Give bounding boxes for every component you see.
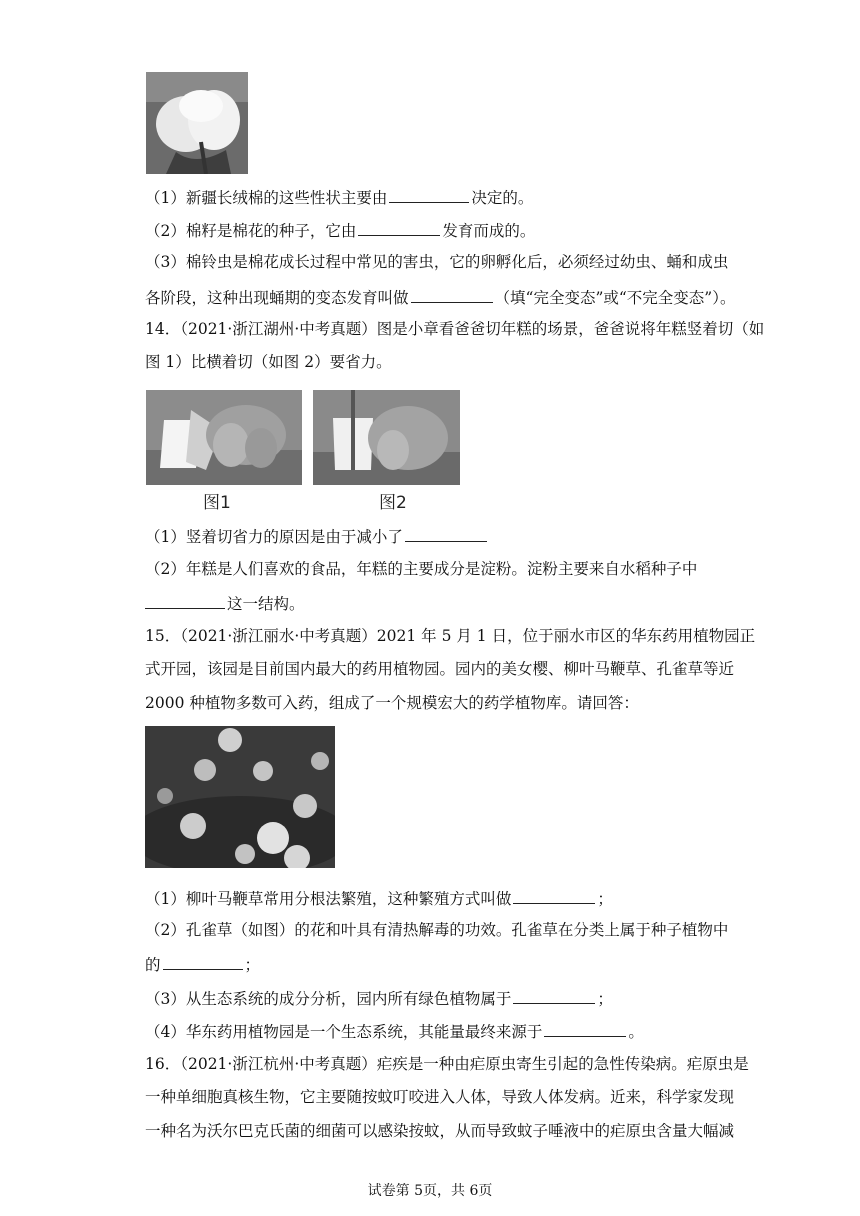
cotton-q3: （3）棉铃虫是棉花成长过程中常见的害虫，它的卵孵化后，必须经过幼虫、蛹和成虫 xyxy=(145,253,729,271)
page-footer: 试卷第 5页，共 6页 xyxy=(367,1183,493,1199)
q15-sub-2-cont: 的 ； xyxy=(145,953,260,975)
answer-blank[interactable] xyxy=(145,592,225,609)
q15-sub-1: （1）柳叶马鞭草常用分根法繁殖，这种繁殖方式叫做 ； xyxy=(145,887,613,909)
q16-stem-2: 一种单细胞真核生物，它主要随按蚊叮咬进入人体，导致人体发病。近来，科学家发现 xyxy=(145,1088,735,1106)
cotton-q2: （2）棉籽是棉花的种子，它由 发育而成的。 xyxy=(145,219,535,241)
answer-blank[interactable] xyxy=(358,219,440,236)
answer-blank[interactable] xyxy=(411,286,493,303)
q15-stem-2: 式开园，该园是目前国内最大的药用植物园。园内的美女樱、柳叶马鞭草、孔雀草等近 xyxy=(145,660,735,678)
answer-blank[interactable] xyxy=(513,887,595,904)
answer-blank[interactable] xyxy=(513,987,595,1004)
figure-2-caption: 图2 xyxy=(379,493,407,513)
marigold-photo xyxy=(145,726,335,868)
cotton-q3-cont: 各阶段，这种出现蛹期的变态发育叫做 （填“完全变态”或“不完全变态”）。 xyxy=(145,286,735,308)
q14-sub-2: （2）年糕是人们喜欢的食品，年糕的主要成分是淀粉。淀粉主要来自水稻种子中 xyxy=(145,560,698,578)
q15-sub-4: （4）华东药用植物园是一个生态系统，其能量最终来源于 。 xyxy=(145,1020,644,1042)
q15-sub-2: （2）孔雀草（如图）的花和叶具有清热解毒的功效。孔雀草在分类上属于种子植物中 xyxy=(145,921,729,939)
cotton-photo xyxy=(146,72,248,174)
q16-stem-3: 一种名为沃尔巴克氏菌的细菌可以感染按蚊，从而导致蚊子唾液中的疟原虫含量大幅减 xyxy=(145,1122,735,1140)
figure-1-caption: 图1 xyxy=(203,493,231,513)
figure-1-photo xyxy=(146,390,302,485)
q14-stem-1: 14．（2021·浙江湖州·中考真题）图是小章看爸爸切年糕的场景，爸爸说将年糕竖着切（如 xyxy=(145,320,765,338)
q15-stem-1: 15．（2021·浙江丽水·中考真题）2021 年 5 月 1 日，位于丽水市区的华东药用植物园正 xyxy=(145,627,756,645)
answer-blank[interactable] xyxy=(544,1020,626,1037)
answer-blank[interactable] xyxy=(389,186,469,203)
answer-blank[interactable] xyxy=(405,525,487,542)
answer-blank[interactable] xyxy=(163,953,243,970)
q14-stem-2: 图 1）比横着切（如图 2）要省力。 xyxy=(145,353,392,371)
q16-stem-1: 16．（2021·浙江杭州·中考真题）疟疾是一种由疟原虫寄生引起的急性传染病。疟原虫是 xyxy=(145,1055,749,1073)
q14-sub-1: （1）竖着切省力的原因是由于减小了 xyxy=(145,525,489,547)
figure-2-photo xyxy=(313,390,460,485)
cotton-q1: （1）新疆长绒棉的这些性状主要由 决定的。 xyxy=(145,186,533,208)
q14-sub-2-cont: 这一结构。 xyxy=(145,592,305,614)
q15-sub-3: （3）从生态系统的成分分析，园内所有绿色植物属于 ； xyxy=(145,987,613,1009)
q15-stem-3: 2000 种植物多数可入药，组成了一个规模宏大的药学植物库。请回答： xyxy=(145,694,639,712)
